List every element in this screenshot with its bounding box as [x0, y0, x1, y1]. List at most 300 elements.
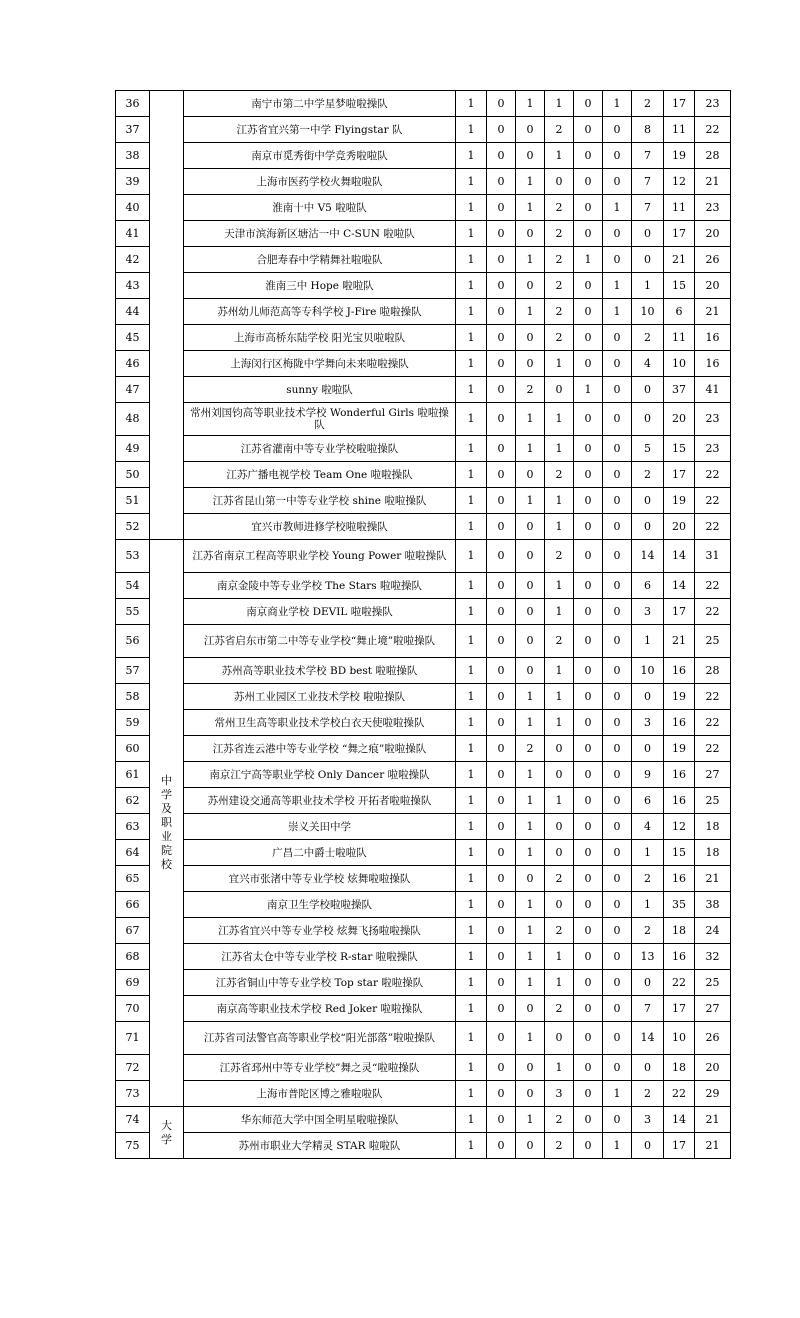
table-row [116, 540, 731, 573]
row-number: 58 [116, 684, 150, 710]
score-cell: 0 [487, 1022, 516, 1055]
score-cell: 1 [456, 403, 487, 436]
score-cell: 22 [695, 117, 731, 143]
score-cell: 0 [516, 1081, 545, 1107]
team-name: 南京商业学校 DEVIL 啦啦操队 [184, 599, 456, 625]
table-row [116, 625, 731, 658]
score-cell: 3 [632, 1107, 664, 1133]
score-cell: 23 [695, 436, 731, 462]
score-cell: 2 [632, 1081, 664, 1107]
row-number: 48 [116, 403, 150, 436]
score-cell: 1 [456, 710, 487, 736]
score-cell: 1 [456, 599, 487, 625]
row-number: 43 [116, 273, 150, 299]
score-cell: 2 [545, 1133, 574, 1159]
row-number: 36 [116, 91, 150, 117]
score-cell: 0 [603, 403, 632, 436]
score-cell: 1 [545, 91, 574, 117]
table-row [116, 514, 731, 540]
team-name: 江苏省铜山中等专业学校 Top star 啦啦操队 [184, 970, 456, 996]
score-cell: 7 [632, 143, 664, 169]
score-cell: 1 [456, 117, 487, 143]
team-name: 江苏省南京工程高等职业学校 Young Power 啦啦操队 [184, 540, 456, 573]
score-cell: 19 [664, 143, 695, 169]
score-cell: 2 [545, 866, 574, 892]
score-cell: 0 [603, 325, 632, 351]
score-cell: 4 [632, 351, 664, 377]
category-cell-blank [150, 91, 184, 540]
team-name: 江苏省司法警官高等职业学校“阳光部落”啦啦操队 [184, 1022, 456, 1055]
score-cell: 0 [603, 840, 632, 866]
score-cell: 0 [574, 221, 603, 247]
score-cell: 0 [574, 996, 603, 1022]
score-cell: 1 [516, 840, 545, 866]
team-name: 南宁市第二中学星梦啦啦操队 [184, 91, 456, 117]
score-cell: 0 [603, 658, 632, 684]
score-cell: 1 [516, 247, 545, 273]
score-cell: 4 [632, 814, 664, 840]
score-cell: 1 [456, 573, 487, 599]
score-cell: 1 [516, 299, 545, 325]
score-cell: 1 [603, 1081, 632, 1107]
row-number: 68 [116, 944, 150, 970]
score-cell: 1 [456, 169, 487, 195]
score-cell: 1 [516, 814, 545, 840]
table-row [116, 325, 731, 351]
score-cell: 0 [603, 540, 632, 573]
score-cell: 1 [456, 351, 487, 377]
score-cell: 2 [545, 247, 574, 273]
row-number: 65 [116, 866, 150, 892]
score-cell: 2 [516, 736, 545, 762]
score-cell: 1 [516, 684, 545, 710]
score-cell: 0 [487, 514, 516, 540]
score-cell: 0 [487, 970, 516, 996]
score-cell: 0 [487, 840, 516, 866]
score-cell: 1 [456, 1107, 487, 1133]
score-cell: 28 [695, 658, 731, 684]
score-cell: 0 [574, 840, 603, 866]
score-cell: 1 [456, 918, 487, 944]
score-cell: 0 [632, 514, 664, 540]
table-row [116, 221, 731, 247]
score-cell: 0 [487, 814, 516, 840]
team-name: 江苏省宜兴第一中学 Flyingstar 队 [184, 117, 456, 143]
score-cell: 0 [574, 944, 603, 970]
score-cell: 16 [664, 788, 695, 814]
score-cell: 0 [487, 736, 516, 762]
score-cell: 1 [516, 788, 545, 814]
score-cell: 1 [545, 658, 574, 684]
score-cell: 16 [664, 658, 695, 684]
score-cell: 0 [516, 351, 545, 377]
score-cell: 0 [574, 866, 603, 892]
score-cell: 1 [456, 377, 487, 403]
table-row [116, 996, 731, 1022]
score-cell: 0 [516, 625, 545, 658]
score-cell: 0 [516, 273, 545, 299]
team-name: 江苏省连云港中等专业学校 “舞之痕”啦啦操队 [184, 736, 456, 762]
score-cell: 1 [456, 1055, 487, 1081]
score-cell: 18 [664, 918, 695, 944]
score-cell: 0 [487, 1055, 516, 1081]
score-cell: 2 [545, 462, 574, 488]
score-cell: 0 [574, 299, 603, 325]
score-cell: 0 [487, 91, 516, 117]
score-cell: 22 [695, 488, 731, 514]
score-cell: 0 [574, 625, 603, 658]
score-cell: 2 [632, 866, 664, 892]
score-cell: 0 [632, 377, 664, 403]
table-row [116, 488, 731, 514]
score-cell: 0 [487, 866, 516, 892]
score-cell: 1 [456, 944, 487, 970]
team-name: 广昌二中爵士啦啦队 [184, 840, 456, 866]
score-cell: 1 [603, 1133, 632, 1159]
score-cell: 0 [603, 866, 632, 892]
row-number: 55 [116, 599, 150, 625]
score-cell: 10 [632, 658, 664, 684]
score-cell: 1 [545, 684, 574, 710]
team-name: 南京江宁高等职业学校 Only Dancer 啦啦操队 [184, 762, 456, 788]
table-row [116, 944, 731, 970]
row-number: 57 [116, 658, 150, 684]
score-cell: 2 [545, 221, 574, 247]
score-cell: 19 [664, 684, 695, 710]
score-cell: 6 [632, 788, 664, 814]
score-cell: 0 [487, 488, 516, 514]
score-cell: 0 [632, 488, 664, 514]
score-cell: 18 [695, 840, 731, 866]
score-cell: 0 [487, 195, 516, 221]
score-cell: 22 [695, 599, 731, 625]
score-cell: 0 [574, 436, 603, 462]
row-number: 72 [116, 1055, 150, 1081]
score-cell: 7 [632, 169, 664, 195]
score-cell: 0 [574, 814, 603, 840]
category-cell-univ [150, 1107, 184, 1159]
score-cell: 1 [456, 625, 487, 658]
table-row [116, 1133, 731, 1159]
score-cell: 29 [695, 1081, 731, 1107]
score-cell: 0 [603, 710, 632, 736]
score-cell: 2 [545, 540, 574, 573]
score-cell: 0 [516, 866, 545, 892]
score-cell: 22 [664, 1081, 695, 1107]
row-number: 52 [116, 514, 150, 540]
score-cell: 0 [632, 1055, 664, 1081]
score-cell: 23 [695, 195, 731, 221]
score-cell: 0 [603, 892, 632, 918]
score-cell: 1 [456, 540, 487, 573]
score-cell: 1 [516, 436, 545, 462]
team-name: 南京金陵中等专业学校 The Stars 啦啦操队 [184, 573, 456, 599]
table-row [116, 762, 731, 788]
table-row [116, 117, 731, 143]
score-cell: 26 [695, 247, 731, 273]
score-cell: 22 [695, 736, 731, 762]
score-cell: 0 [574, 195, 603, 221]
score-cell: 17 [664, 462, 695, 488]
score-cell: 1 [456, 684, 487, 710]
category-cell-mid-voc [150, 540, 184, 1107]
score-cell: 0 [603, 351, 632, 377]
score-cell: 0 [487, 1081, 516, 1107]
team-name: 合肥寿春中学精舞社啦啦队 [184, 247, 456, 273]
score-cell: 2 [545, 918, 574, 944]
team-name: 江苏广播电视学校 Team One 啦啦操队 [184, 462, 456, 488]
table-row [116, 351, 731, 377]
row-number: 61 [116, 762, 150, 788]
score-cell: 0 [603, 918, 632, 944]
table-row [116, 1022, 731, 1055]
score-cell: 22 [695, 462, 731, 488]
score-cell: 0 [603, 143, 632, 169]
score-cell: 0 [603, 377, 632, 403]
row-number: 71 [116, 1022, 150, 1055]
team-name: 上海市高桥东陆学校 阳光宝贝啦啦队 [184, 325, 456, 351]
score-cell: 3 [632, 710, 664, 736]
score-cell: 41 [695, 377, 731, 403]
score-cell: 17 [664, 599, 695, 625]
score-cell: 16 [664, 944, 695, 970]
score-cell: 17 [664, 91, 695, 117]
score-cell: 1 [516, 762, 545, 788]
score-cell: 1 [456, 658, 487, 684]
team-name: 常州卫生高等职业技术学校白衣天使啦啦操队 [184, 710, 456, 736]
score-cell: 1 [456, 1022, 487, 1055]
score-cell: 0 [574, 1081, 603, 1107]
score-cell: 0 [632, 970, 664, 996]
score-cell: 0 [516, 221, 545, 247]
score-cell: 1 [516, 918, 545, 944]
team-name: 上海闵行区梅陇中学舞向未来啦啦操队 [184, 351, 456, 377]
score-cell: 0 [487, 436, 516, 462]
score-cell: 1 [456, 892, 487, 918]
score-cell: 1 [545, 436, 574, 462]
team-name: 淮南三中 Hope 啦啦队 [184, 273, 456, 299]
score-cell: 0 [574, 918, 603, 944]
score-cell: 0 [603, 247, 632, 273]
score-cell: 19 [664, 488, 695, 514]
score-cell: 0 [574, 169, 603, 195]
score-cell: 0 [516, 1055, 545, 1081]
score-cell: 1 [456, 488, 487, 514]
score-cell: 2 [545, 996, 574, 1022]
score-cell: 3 [545, 1081, 574, 1107]
row-number: 56 [116, 625, 150, 658]
score-cell: 16 [695, 325, 731, 351]
row-number: 46 [116, 351, 150, 377]
score-cell: 1 [456, 514, 487, 540]
score-cell: 0 [632, 247, 664, 273]
score-cell: 1 [545, 514, 574, 540]
score-cell: 0 [603, 788, 632, 814]
score-cell: 0 [516, 143, 545, 169]
row-number: 45 [116, 325, 150, 351]
score-cell: 0 [603, 970, 632, 996]
score-cell: 0 [487, 377, 516, 403]
score-cell: 0 [487, 117, 516, 143]
score-cell: 31 [695, 540, 731, 573]
table-row [116, 462, 731, 488]
row-number: 60 [116, 736, 150, 762]
row-number: 50 [116, 462, 150, 488]
score-cell: 18 [664, 1055, 695, 1081]
score-cell: 0 [603, 1022, 632, 1055]
team-name: 常州刘国钧高等职业技术学校 Wonderful Girls 啦啦操队 [184, 403, 456, 436]
score-cell: 0 [487, 762, 516, 788]
table-row [116, 684, 731, 710]
score-cell: 0 [603, 221, 632, 247]
score-cell: 1 [456, 1081, 487, 1107]
score-cell: 0 [632, 684, 664, 710]
score-cell: 1 [456, 762, 487, 788]
score-cell: 2 [632, 91, 664, 117]
table-row [116, 599, 731, 625]
team-name: 淮南十中 V5 啦啦队 [184, 195, 456, 221]
score-cell: 5 [632, 436, 664, 462]
row-number: 66 [116, 892, 150, 918]
score-cell: 1 [545, 143, 574, 169]
score-cell: 1 [574, 377, 603, 403]
score-cell: 0 [545, 840, 574, 866]
score-cell: 0 [487, 944, 516, 970]
score-cell: 21 [695, 299, 731, 325]
score-cell: 1 [632, 273, 664, 299]
score-cell: 1 [516, 710, 545, 736]
score-cell: 21 [695, 1107, 731, 1133]
score-cell: 0 [603, 944, 632, 970]
team-name: 江苏省邳州中等专业学校”舞之灵“啦啦操队 [184, 1055, 456, 1081]
score-cell: 1 [456, 273, 487, 299]
score-cell: 38 [695, 892, 731, 918]
score-cell: 19 [664, 736, 695, 762]
row-number: 37 [116, 117, 150, 143]
score-cell: 22 [664, 970, 695, 996]
team-name: 上海市医药学校火舞啦啦队 [184, 169, 456, 195]
table-row [116, 840, 731, 866]
team-name: 江苏省启东市第二中等专业学校“舞止境”啦啦操队 [184, 625, 456, 658]
score-cell: 1 [456, 325, 487, 351]
score-cell: 0 [603, 625, 632, 658]
score-cell: 20 [664, 514, 695, 540]
score-cell: 0 [487, 599, 516, 625]
row-number: 51 [116, 488, 150, 514]
score-cell: 0 [574, 892, 603, 918]
score-cell: 1 [456, 996, 487, 1022]
score-cell: 0 [574, 1133, 603, 1159]
score-cell: 0 [487, 684, 516, 710]
row-number: 38 [116, 143, 150, 169]
score-cell: 2 [545, 325, 574, 351]
score-cell: 35 [664, 892, 695, 918]
score-cell: 23 [695, 91, 731, 117]
score-cell: 1 [516, 195, 545, 221]
score-cell: 0 [574, 273, 603, 299]
row-number: 64 [116, 840, 150, 866]
score-cell: 25 [695, 970, 731, 996]
score-cell: 0 [487, 573, 516, 599]
score-cell: 0 [574, 514, 603, 540]
score-cell: 0 [603, 814, 632, 840]
score-cell: 20 [664, 403, 695, 436]
score-cell: 10 [664, 1022, 695, 1055]
table-row [116, 273, 731, 299]
team-name: 苏州幼儿师范高等专科学校 J-Fire 啦啦操队 [184, 299, 456, 325]
score-cell: 0 [574, 599, 603, 625]
score-cell: 24 [695, 918, 731, 944]
team-name: 江苏省灌南中等专业学校啦啦操队 [184, 436, 456, 462]
score-cell: 0 [574, 540, 603, 573]
score-cell: 32 [695, 944, 731, 970]
score-cell: 0 [603, 1107, 632, 1133]
score-cell: 0 [574, 658, 603, 684]
score-cell: 0 [574, 117, 603, 143]
row-number: 41 [116, 221, 150, 247]
score-cell: 0 [574, 1055, 603, 1081]
score-cell: 25 [695, 625, 731, 658]
score-cell: 0 [632, 736, 664, 762]
score-cell: 21 [664, 247, 695, 273]
score-cell: 14 [664, 1107, 695, 1133]
score-cell: 0 [603, 573, 632, 599]
score-cell: 0 [545, 762, 574, 788]
score-cell: 0 [516, 573, 545, 599]
table-row [116, 195, 731, 221]
score-cell: 1 [516, 1022, 545, 1055]
team-name: 江苏省宜兴中等专业学校 炫舞飞扬啦啦操队 [184, 918, 456, 944]
row-number: 75 [116, 1133, 150, 1159]
table-row [116, 1107, 731, 1133]
row-number: 63 [116, 814, 150, 840]
team-name: 南京高等职业技术学校 Red Joker 啦啦操队 [184, 996, 456, 1022]
score-cell: 25 [695, 788, 731, 814]
team-name: 苏州工业园区工业技术学校 啦啦操队 [184, 684, 456, 710]
score-cell: 0 [632, 403, 664, 436]
row-number: 47 [116, 377, 150, 403]
score-cell: 27 [695, 762, 731, 788]
score-cell: 0 [545, 169, 574, 195]
score-cell: 0 [574, 1022, 603, 1055]
score-cell: 1 [456, 840, 487, 866]
score-cell: 21 [695, 169, 731, 195]
score-cell: 0 [574, 762, 603, 788]
score-cell: 0 [574, 736, 603, 762]
score-cell: 22 [695, 573, 731, 599]
results-table [115, 90, 731, 1159]
table-row [116, 788, 731, 814]
score-cell: 0 [516, 325, 545, 351]
score-cell: 6 [664, 299, 695, 325]
score-cell: 2 [545, 625, 574, 658]
score-cell: 11 [664, 325, 695, 351]
table-row [116, 1081, 731, 1107]
score-cell: 2 [545, 117, 574, 143]
score-cell: 1 [456, 970, 487, 996]
score-cell: 0 [516, 599, 545, 625]
row-number: 74 [116, 1107, 150, 1133]
score-cell: 23 [695, 403, 731, 436]
score-cell: 0 [516, 540, 545, 573]
team-name: 苏州建设交通高等职业技术学校 开拓者啦啦操队 [184, 788, 456, 814]
team-name: sunny 啦啦队 [184, 377, 456, 403]
score-cell: 17 [664, 1133, 695, 1159]
score-cell: 2 [545, 195, 574, 221]
table-row [116, 970, 731, 996]
team-name: 宜兴市张渚中等专业学校 炫舞啦啦操队 [184, 866, 456, 892]
score-cell: 14 [664, 540, 695, 573]
